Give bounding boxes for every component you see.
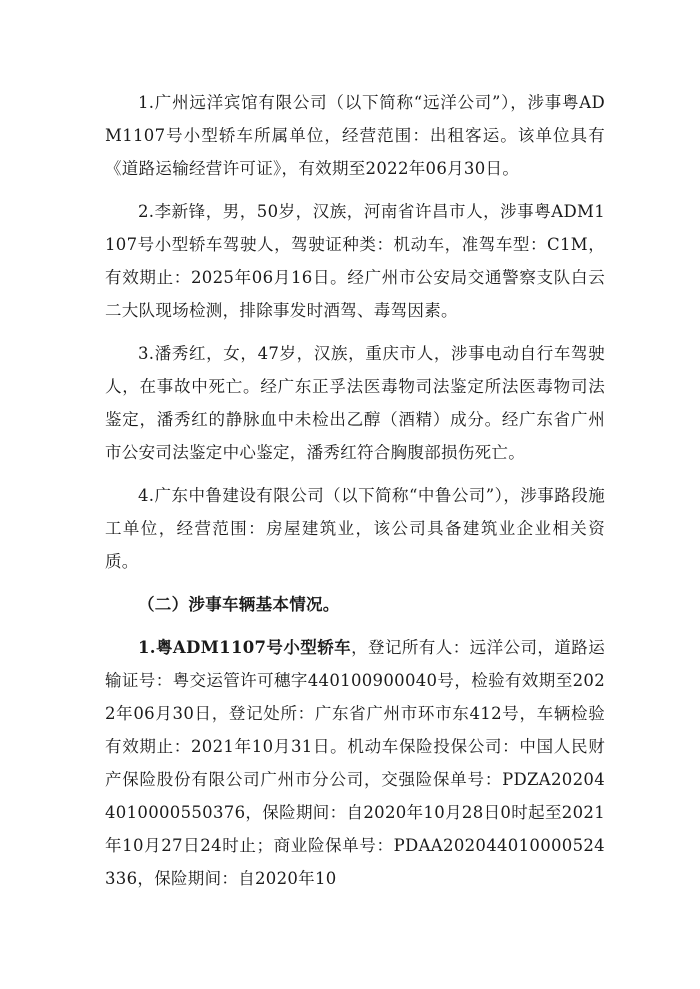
document-body <box>105 86 605 905</box>
party-victim-pan: 3.潘秀红，女，47岁，汉族，重庆市人，涉事电动自行车驾驶人，在事故中死亡。经广东正孚法医毒物司法鉴定所法医毒物司法鉴定，潘秀红的静脉血中未检出乙醇（酒精）成分。经广东省广州市公安司法鉴定中心鉴定，潘秀红符合胸腹部损伤死亡。 <box>105 344 605 462</box>
vehicle-details: ，登记所有人：远洋公司，道路运输证号：粤交运管许可穗字440100900040号，检验有效期至2022年06月30日，登记处所：广东省广州市环市东412号，车辆检验有效期止：2021年10月31日。机动车保险投保公司：中国人民财产保险股份有限公司广州市分公司，交强险保单号：PDZA202044010000550376，保险期间：自2020年10月28日0时起至2021年10月27日24时止；商业险保单号：PDAA202044010000524336，保险期间：自2020年10 <box>105 638 605 888</box>
section-heading-vehicles: （二）涉事车辆基本情况。 <box>138 595 340 614</box>
party-yuanyang-company: 1.广州远洋宾馆有限公司（以下简称“远洋公司”），涉事粤ADM1107号小型轿车所属单位，经营范围：出租客运。该单位具有《道路运输经营许可证》，有效期至2022年06月30日。 <box>105 93 605 178</box>
vehicle-lead: 1.粤ADM1107号小型轿车 <box>138 638 352 657</box>
vehicle-paragraph <box>105 631 605 895</box>
party-driver-li: 2.李新锋，男，50岁，汉族，河南省许昌市人，涉事粤ADM1107号小型轿车驾驶人，驾驶证种类：机动车，准驾车型：C1M，有效期止：2025年06月16日。经广州市公安局交通警察支队白云二大队现场检测，排除事发时酒驾、毒驾因素。 <box>105 202 605 320</box>
party-zhonglu-company: 4.广东中鲁建设有限公司（以下简称“中鲁公司”），涉事路段施工单位，经营范围：房屋建筑业，该公司具备建筑业企业相关资质。 <box>105 486 605 571</box>
